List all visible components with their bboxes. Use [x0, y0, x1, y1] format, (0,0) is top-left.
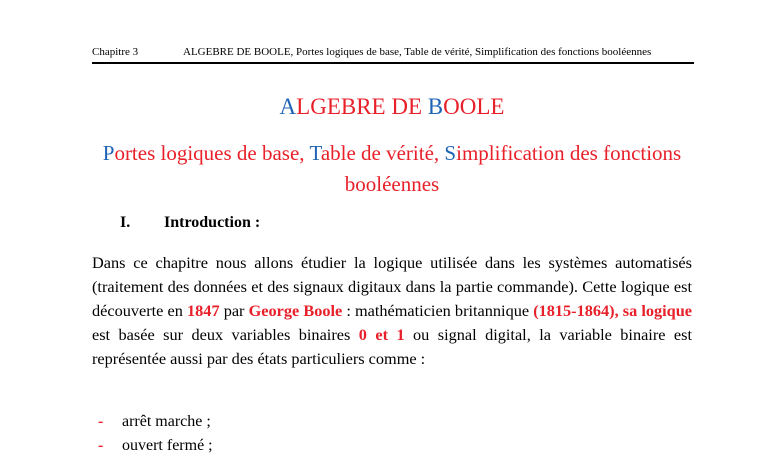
- subtitle-initial-t: T: [309, 141, 321, 165]
- paragraph-text-4: est basée sur deux variables binaires: [92, 325, 359, 344]
- paragraph-text-3: : mathématicien britannique: [342, 301, 534, 320]
- subtitle-part-3: implification des fonctions booléennes: [344, 141, 682, 196]
- name-highlight: George Boole: [248, 301, 343, 320]
- list-item: [92, 410, 692, 434]
- dates-highlight: (1815-1864), sa logique: [533, 301, 693, 320]
- intro-paragraph: [92, 251, 692, 371]
- title-part-1: LGEBRE DE: [296, 94, 428, 119]
- paragraph-text-2: par: [219, 301, 249, 320]
- subtitle-initial-p: P: [102, 141, 115, 165]
- header-rule: [92, 62, 694, 64]
- subtitle-initial-s: S: [444, 141, 457, 165]
- subtitle-part-2: able de vérité,: [320, 141, 445, 165]
- title-part-2: OOLE: [443, 94, 505, 119]
- paragraph-text-5: ou signal digital, la variable binaire est représentée aussi par des états particuliers comme :: [92, 325, 693, 368]
- bullet-text: ouvert fermé ;: [122, 437, 213, 454]
- subtitle-part-1: ortes logiques de base,: [114, 141, 310, 165]
- paragraph-text-1: Dans ce chapitre nous allons étudier la logique utilisée dans les systèmes automatisés (traitement des données et des signaux digitaux dans la partie commande). Cette logique est découverte en: [92, 253, 692, 320]
- section-title: Introduction :: [164, 214, 261, 231]
- subtitle: [92, 138, 692, 200]
- values-highlight: 0 et 1: [358, 325, 405, 344]
- bullet-dash-icon: -: [98, 413, 104, 430]
- title-initial-b: B: [427, 94, 444, 119]
- bullet-dash-icon: -: [98, 437, 104, 454]
- bullet-list: [92, 410, 692, 458]
- header-title: ALGEBRE DE BOOLE, Portes logiques de base, Table de vérité, Simplification des fonctions booléennes: [183, 46, 652, 58]
- main-title: [0, 93, 784, 120]
- year-highlight: 1847: [187, 301, 220, 320]
- section-number: I.: [120, 214, 131, 231]
- header-chapter: Chapitre 3: [92, 46, 139, 58]
- bullet-text: arrêt marche ;: [122, 413, 211, 430]
- list-item: [92, 434, 692, 458]
- title-initial-a: A: [279, 94, 297, 119]
